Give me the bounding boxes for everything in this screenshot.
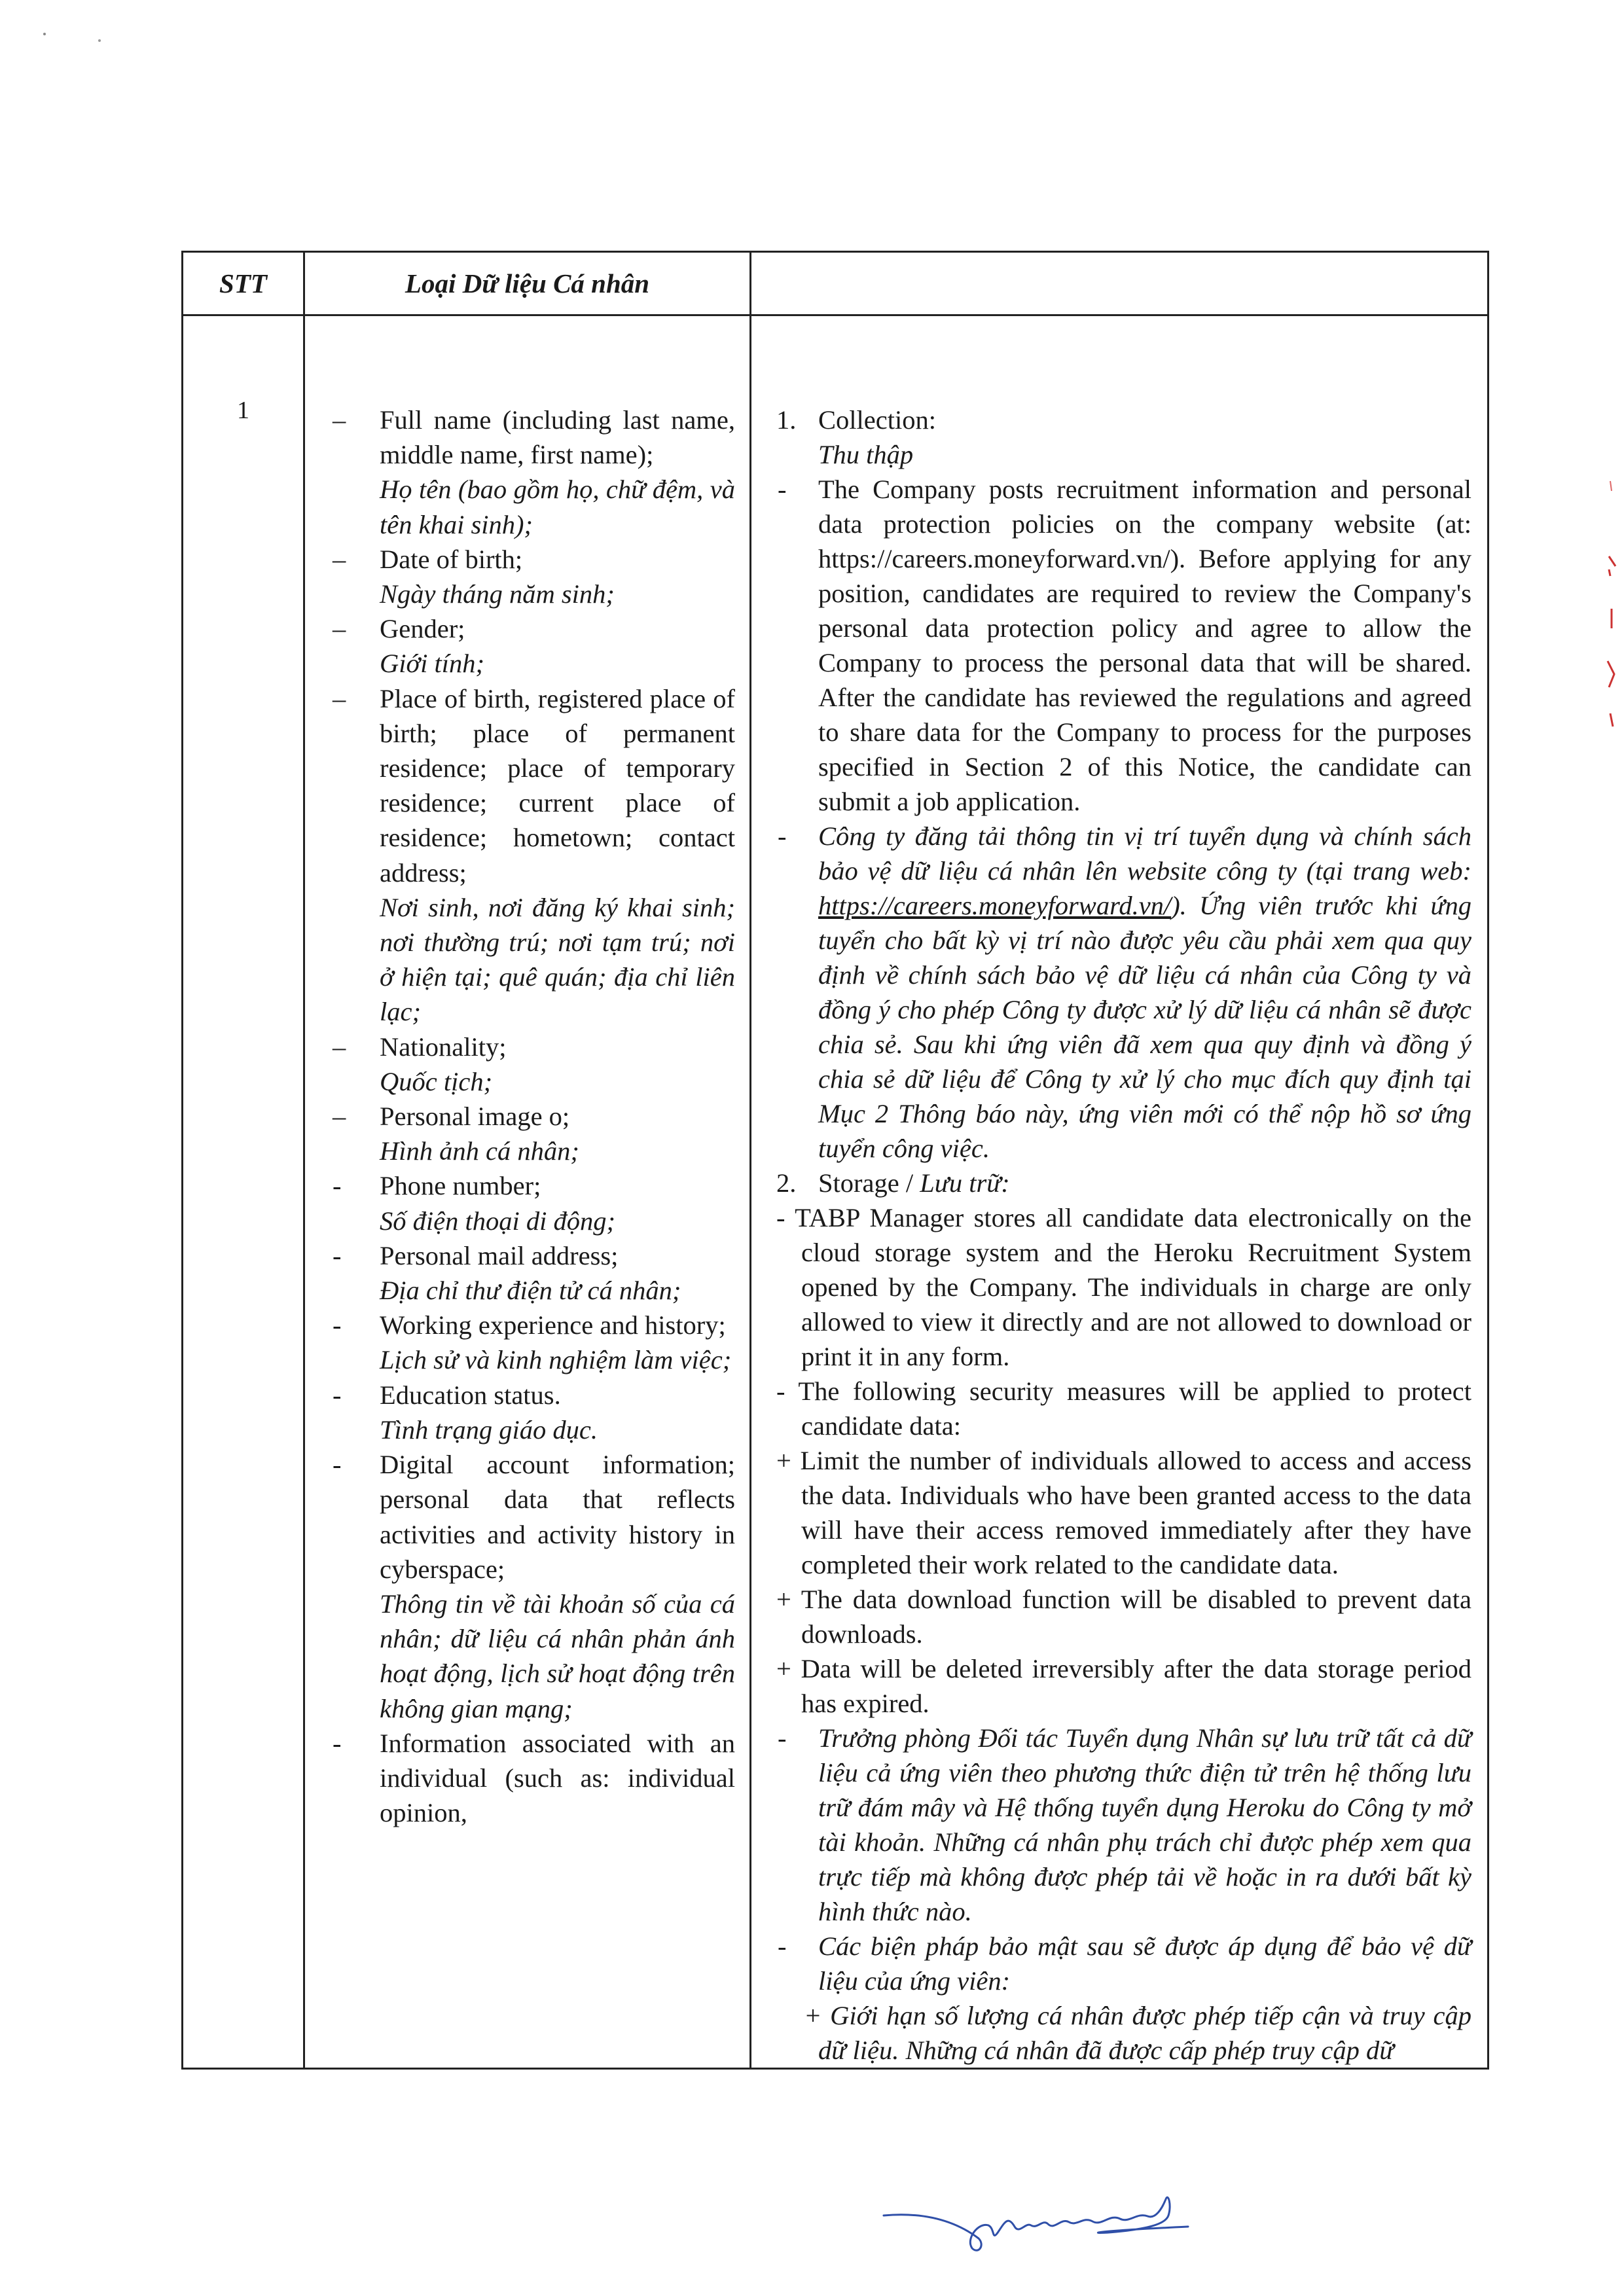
collection-title-vn: Thu thập <box>818 440 914 469</box>
data-item-vn: Ngày tháng năm sinh; <box>380 579 615 609</box>
personal-data-list <box>304 315 751 2069</box>
storage-paragraph-1: - TABP Manager stores all candidate data electronically on the cloud storage system and the Heroku Recruitment System opened by the Company. The individuals in charge are only allowed to view it directly and are not allowed to download or print it in any form. <box>776 1203 1471 1371</box>
table-header-row <box>183 252 1489 315</box>
list-item <box>330 1378 735 1447</box>
dash-marker: - <box>778 1931 787 1961</box>
dash-marker: – <box>333 683 346 713</box>
data-item-vn: Giới tính; <box>380 649 484 679</box>
collection-text-vn-end: ). Ứng viên trước khi ứng tuyển cho bất kỳ vị trí nào được yêu cầu phải xem qua quy định về chính sách bảo vệ dữ liệu cá nhân của Công ty và đồng ý cho phép Công ty được xử lý dữ liệu cá nhân sẽ được chia sẻ. Sau khi ứng viên đã xem qua quy định và đồng ý chia sẻ dữ liệu để Công ty xử lý cho mục đích quy định tại Mục 2 Thông báo này, ứng viên mới có thể nộp hồ sơ ứng tuyển công việc. <box>818 891 1471 1163</box>
handwritten-signature-icon <box>880 2186 1198 2258</box>
data-item-en: Personal image o; <box>380 1102 570 1132</box>
storage-heading <box>776 1166 1471 1200</box>
collection-paragraph-en <box>776 472 1471 819</box>
data-items <box>330 403 735 1830</box>
list-item <box>330 681 735 1030</box>
list-item <box>330 1030 735 1099</box>
header-stt: STT <box>183 252 304 315</box>
header-personal-data-type: Loại Dữ liệu Cá nhân <box>304 252 751 315</box>
dash-marker: – <box>333 544 346 574</box>
data-item-vn: Số điện thoại di động; <box>380 1206 615 1236</box>
list-item <box>330 542 735 611</box>
data-item-vn: Quốc tịch; <box>380 1066 493 1096</box>
processing-description <box>751 315 1489 2069</box>
dash-marker: - <box>333 1450 342 1480</box>
data-item-vn: Lịch sử và kinh nghiệm làm việc; <box>380 1345 732 1375</box>
data-item-en: Date of birth; <box>380 544 523 574</box>
dash-marker: - <box>333 1310 342 1340</box>
storage-number: 2. <box>776 1168 797 1198</box>
storage-paragraph-vn-3: + Giới hạn số lượng cá nhân được phép tiếp cận và truy cập dữ liệu. Những cá nhân đã được cấp phép truy cập dữ <box>804 2001 1471 2065</box>
dash-marker: - <box>333 1240 342 1270</box>
scan-speck-marks <box>39 26 118 46</box>
collection-text-vn-start: Công ty đăng tải thông tin vị trí tuyển dụng và chính sách bảo vệ dữ liệu cá nhân lên website công ty (tại trang web: <box>818 821 1471 886</box>
data-item-en: Personal mail address; <box>380 1240 619 1270</box>
storage-title: Storage / <box>818 1168 920 1198</box>
list-item <box>330 1168 735 1238</box>
header-processing <box>751 252 1489 315</box>
data-item-en: Information associated with an individual (such as: individual opinion, <box>380 1728 735 1828</box>
list-item <box>330 611 735 681</box>
list-item <box>330 1447 735 1726</box>
collection-heading <box>776 403 1471 472</box>
data-item-en: Working experience and history; <box>380 1310 726 1340</box>
collection-title: Collection: <box>818 405 936 435</box>
storage-paragraph-3: + Limit the number of individuals allowed to access and access the data. Individuals who have been granted access to the data will have their access removed immediately after they have completed their work related to the candidate data. <box>776 1446 1471 1579</box>
list-item <box>330 1238 735 1308</box>
list-item <box>330 403 735 542</box>
data-item-vn: Tình trạng giáo dục. <box>380 1414 598 1444</box>
dash-marker: – <box>333 1031 346 1062</box>
data-item-en: Digital account information; personal data that reflects activities and activity history in cyberspace; <box>380 1450 735 1584</box>
data-item-en: Phone number; <box>380 1171 541 1201</box>
dash-marker: - <box>778 821 787 851</box>
data-item-en: Place of birth, registered place of birth; place of permanent residence; place of temporary residence; current place of residence; hometown; contact address; <box>380 683 735 888</box>
dash-marker: - <box>778 1723 787 1753</box>
list-item <box>330 1726 735 1831</box>
dash-marker: - <box>333 1380 342 1410</box>
careers-link[interactable]: https://careers.moneyforward.vn/ <box>818 891 1172 920</box>
dash-marker: – <box>333 614 346 644</box>
data-item-vn: Nơi sinh, nơi đăng ký khai sinh; nơi thường trú; nơi tạm trú; nơi ở hiện tại; quê quán; địa chỉ liên lạc; <box>380 892 735 1027</box>
margin-stamp-fragment <box>1597 478 1624 753</box>
storage-paragraph-vn-1 <box>776 1721 1471 1929</box>
table-row <box>183 315 1489 2069</box>
data-item-vn: Hình ảnh cá nhân; <box>380 1136 579 1166</box>
storage-text-vn-2: Các biện pháp bảo mật sau sẽ được áp dụng để bảo vệ dữ liệu của ứng viên: <box>818 1931 1471 1996</box>
data-item-en: Nationality; <box>380 1031 507 1062</box>
data-item-vn: Thông tin về tài khoản số của cá nhân; dữ liệu cá nhân phản ánh hoạt động, lịch sử hoạt động trên không gian mạng; <box>380 1588 735 1723</box>
storage-text-vn-1: Trưởng phòng Đối tác Tuyển dụng Nhân sự lưu trữ tất cả dữ liệu cả ứng viên theo phương thức điện tử trên hệ thống lưu trữ đám mây và Hệ thống tuyển dụng Heroku do Công ty mở tài khoản. Những cá nhân phụ trách chỉ được phép xem qua trực tiếp mà không được phép tải về hoặc in ra dưới bất kỳ hình thức nào. <box>818 1723 1471 1926</box>
storage-title-vn: Lưu trữ: <box>920 1168 1010 1198</box>
personal-data-table <box>181 251 1489 2070</box>
dash-marker: – <box>333 1102 346 1132</box>
dash-marker: – <box>333 405 346 435</box>
storage-paragraph-5: + Data will be deleted irreversibly after the data storage period has expired. <box>776 1654 1471 1718</box>
row-number: 1 <box>183 315 304 2069</box>
data-item-en: Education status. <box>380 1380 561 1410</box>
dash-marker: - <box>778 475 787 504</box>
data-item-vn: Địa chỉ thư điện tử cá nhân; <box>380 1276 681 1306</box>
storage-paragraph-vn-2 <box>776 1929 1471 1998</box>
collection-number: 1. <box>776 405 797 435</box>
data-item-vn: Họ tên (bao gồm họ, chữ đệm, và tên khai sinh); <box>380 475 735 539</box>
storage-paragraph-2: - The following security measures will be applied to protect candidate data: <box>776 1376 1471 1441</box>
data-item-en: Full name (including last name, middle name, first name); <box>380 405 735 470</box>
collection-paragraph-vn <box>776 819 1471 1166</box>
dash-marker: - <box>333 1171 342 1201</box>
dash-marker: - <box>333 1728 342 1758</box>
list-item <box>330 1308 735 1377</box>
data-item-en: Gender; <box>380 614 465 644</box>
storage-paragraph-4: + The data download function will be disabled to prevent data downloads. <box>776 1585 1471 1649</box>
list-item <box>330 1099 735 1168</box>
collection-text-en: The Company posts recruitment information and personal data protection policies on the company website (at: https://careers.moneyforward.vn/). Before applying for any position, candidates are required to review the Company's personal data protection policy and agree to allow the Company to process the personal data that will be shared. After the candidate has reviewed the regulations and agreed to share data for the Company to process for the purposes specified in Section 2 of this Notice, the candidate can submit a job application. <box>818 475 1471 816</box>
